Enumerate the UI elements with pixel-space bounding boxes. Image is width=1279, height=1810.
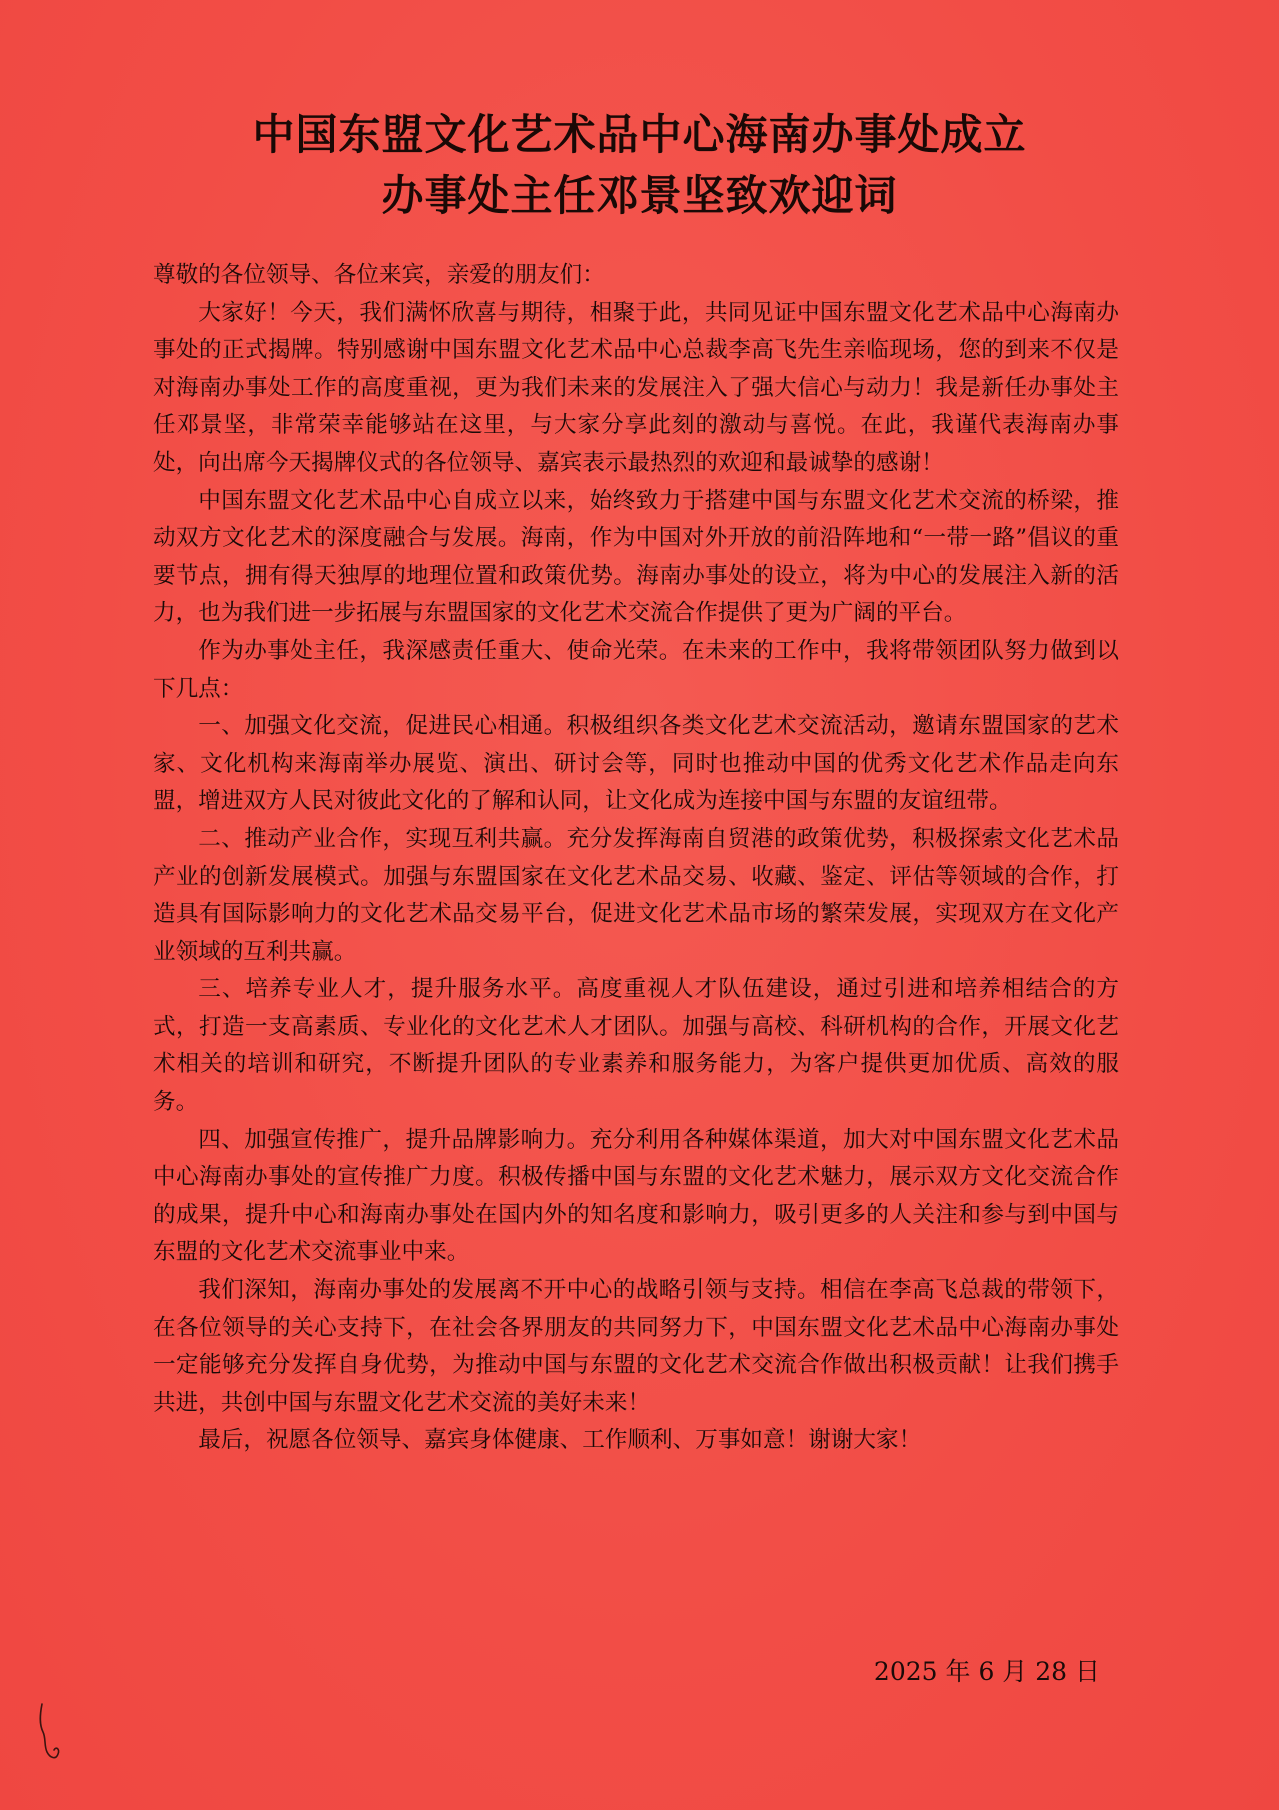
document-date: 2025 年 6 月 28 日 (873, 1657, 1100, 1686)
paragraph-commitment: 作为办事处主任，我深感责任重大、使命光荣。在未来的工作中，我将带领团队努力做到以下几点： (153, 637, 1119, 702)
document-title-line-2: 办事处主任邓景坚致欢迎词 (381, 171, 898, 220)
paragraph-outlook: 我们深知，海南办事处的发展离不开中心的战略引领与支持。相信在李高飞总裁的带领下，在各位领导的关心支持下，在社会各界朋友的共同努力下，中国东盟文化艺术品中心海南办事处一定能够充分发挥自身优势，为推动中国与东盟的文化艺术交流合作做出积极贡献！让我们携手共进，共创中国与东盟文化艺术交流的美好未来！ (153, 1277, 1119, 1416)
paragraph-point-4: 四、加强宣传推广，提升品牌影响力。充分利用各种媒体渠道，加大对中国东盟文化艺术品中心海南办事处的宣传推广力度。积极传播中国与东盟的文化艺术魅力，展示双方文化交流合作的成果，提升中心和海南办事处在国内外的知名度和影响力，吸引更多的人关注和参与到中国与东盟的文化艺术交流事业中来。 (153, 1126, 1119, 1266)
speech-body (153, 257, 1119, 1460)
paragraph-greeting: 大家好！今天，我们满怀欣喜与期待，相聚于此，共同见证中国东盟文化艺术品中心海南办事处的正式揭牌。特别感谢中国东盟文化艺术品中心总裁李高飞先生亲临现场，您的到来不仅是对海南办事处工作的高度重视，更为我们未来的发展注入了强大信心与动力！我是新任办事处主任邓景坚，非常荣幸能够站在这里，与大家分享此刻的激动与喜悦。在此，我谨代表海南办事处，向出席今天揭牌仪式的各位领导、嘉宾表示最热烈的欢迎和最诚挚的感谢！ (153, 299, 1119, 476)
paragraph-closing: 最后，祝愿各位领导、嘉宾身体健康、工作顺利、万事如意！谢谢大家！ (198, 1427, 922, 1454)
paragraph-center-intro: 中国东盟文化艺术品中心自成立以来，始终致力于搭建中国与东盟文化艺术交流的桥梁，推动双方文化艺术的深度融合与发展。海南，作为中国对外开放的前沿阵地和“一带一路”倡议的重要节点，拥有得天独厚的地理位置和政策优势。海南办事处的设立，将为中心的发展注入新的活力，也为我们进一步拓展与东盟国家的文化艺术交流合作提供了更为广阔的平台。 (153, 487, 1119, 627)
document-title-line-1: 中国东盟文化艺术品中心海南办事处成立 (252, 110, 1027, 159)
paragraph-point-2: 二、推动产业合作，实现互利共赢。充分发挥海南自贸港的政策优势，积极探索文化艺术品产业的创新发展模式。加强与东盟国家在文化艺术品交易、收藏、鉴定、评估等领域的合作，打造具有国际影响力的文化艺术品交易平台，促进文化艺术品市场的繁荣发展，实现双方在文化产业领域的互利共赢。 (153, 825, 1119, 965)
pen-mark-icon (34, 1702, 68, 1766)
paragraph-point-1: 一、加强文化交流，促进民心相通。积极组织各类文化艺术交流活动，邀请东盟国家的艺术家、文化机构来海南举办展览、演出、研讨会等，同时也推动中国的优秀文化艺术作品走向东盟，增进双方人民对彼此文化的了解和认同，让文化成为连接中国与东盟的友谊纽带。 (153, 713, 1119, 815)
paragraph-point-3: 三、培养专业人才，提升服务水平。高度重视人才队伍建设，通过引进和培养相结合的方式，打造一支高素质、专业化的文化艺术人才团队。加强与高校、科研机构的合作，开展文化艺术相关的培训和研究，不断提升团队的专业素养和服务能力，为客户提供更加优质、高效的服务。 (153, 976, 1119, 1116)
salutation: 尊敬的各位领导、各位来宾，亲爱的朋友们： (153, 262, 605, 288)
